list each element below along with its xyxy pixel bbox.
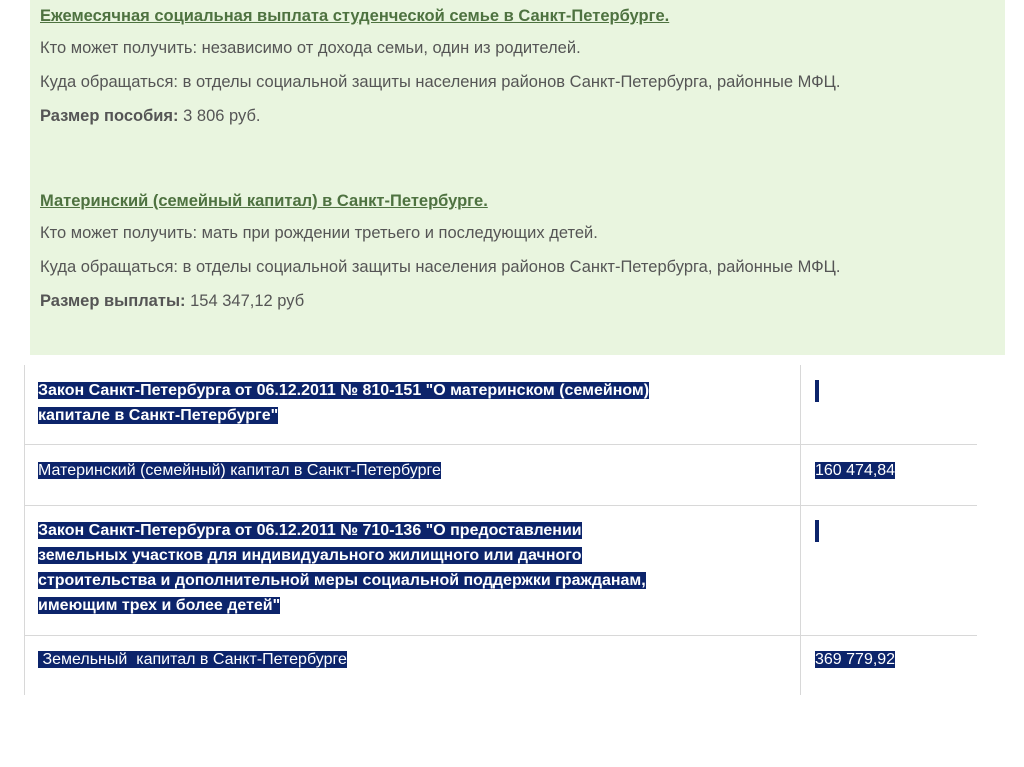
- benefit-maternity-capital: [40, 192, 840, 311]
- table-row: [38, 647, 347, 672]
- law-title-line: имеющим трех и более детей": [38, 597, 281, 614]
- amount-line: [40, 292, 840, 311]
- amount-value: 3 806 руб.: [183, 107, 261, 125]
- row-label: Материнский (семейный) капитал в Санкт-Петербурге: [38, 462, 441, 479]
- row-text-line: [38, 403, 649, 428]
- where-line: [40, 258, 840, 277]
- law-title-line: капитале в Санкт-Петербурге": [38, 407, 279, 424]
- row-divider: [24, 505, 977, 506]
- row-text-line: [38, 568, 646, 593]
- amount-label: Размер выплаты:: [40, 292, 186, 310]
- where-label: Куда обращаться:: [40, 258, 178, 276]
- where-value: в отделы социальной защиты населения районов Санкт-Петербурга, районные МФЦ.: [182, 258, 841, 276]
- table-row: [38, 518, 646, 618]
- who-value: мать при рождении третьего и последующих детей.: [201, 224, 598, 242]
- row-text-line: [38, 378, 649, 403]
- law-title-line: Закон Санкт-Петербурга от 06.12.2011 № 810-151 "О материнском (семейном): [38, 382, 650, 399]
- who-value: независимо от дохода семьи, один из родителей.: [201, 39, 581, 57]
- row-value-text: 160 474,84: [815, 462, 896, 479]
- selected-empty-cell: [815, 520, 819, 542]
- selected-empty-cell: [815, 380, 819, 402]
- amount-label: Размер пособия:: [40, 107, 179, 125]
- where-label: Куда обращаться:: [40, 73, 178, 91]
- row-text-line: [38, 543, 646, 568]
- amount-value: 154 347,12 руб: [190, 292, 305, 310]
- row-label: Земельный капитал в Санкт-Петербурге: [38, 651, 347, 668]
- benefit-title[interactable]: Ежемесячная социальная выплата студенческой семье в Санкт-Петербурге.: [40, 7, 670, 25]
- table-column-divider: [800, 365, 801, 695]
- info-panel: [30, 0, 1005, 355]
- row-divider: [24, 444, 977, 445]
- who-line: [40, 39, 840, 58]
- row-value: [815, 458, 895, 483]
- table-left-border: [24, 365, 25, 695]
- row-divider: [24, 635, 977, 636]
- row-text-line: [38, 593, 646, 618]
- row-value-text: 369 779,92: [815, 651, 896, 668]
- capital-table: [0, 355, 1024, 767]
- law-title-line: строительства и дополнительной меры социальной поддержки гражданам,: [38, 572, 646, 589]
- who-label: Кто может получить:: [40, 224, 198, 242]
- who-label: Кто может получить:: [40, 39, 198, 57]
- who-line: [40, 224, 840, 243]
- row-value: [815, 647, 895, 672]
- where-value: в отделы социальной защиты населения районов Санкт-Петербурга, районные МФЦ.: [182, 73, 841, 91]
- law-title-line: Закон Санкт-Петербурга от 06.12.2011 № 710-136 "О предоставлении: [38, 522, 582, 539]
- where-line: [40, 73, 840, 92]
- table-row: [38, 378, 649, 428]
- row-text-line: [38, 518, 646, 543]
- law-title-line: земельных участков для индивидуального жилищного или дачного: [38, 547, 582, 564]
- benefit-title[interactable]: Материнский (семейный капитал) в Санкт-Петербурге.: [40, 192, 488, 210]
- table-row: [38, 458, 441, 483]
- benefit-student-family: [40, 7, 840, 126]
- amount-line: [40, 107, 840, 126]
